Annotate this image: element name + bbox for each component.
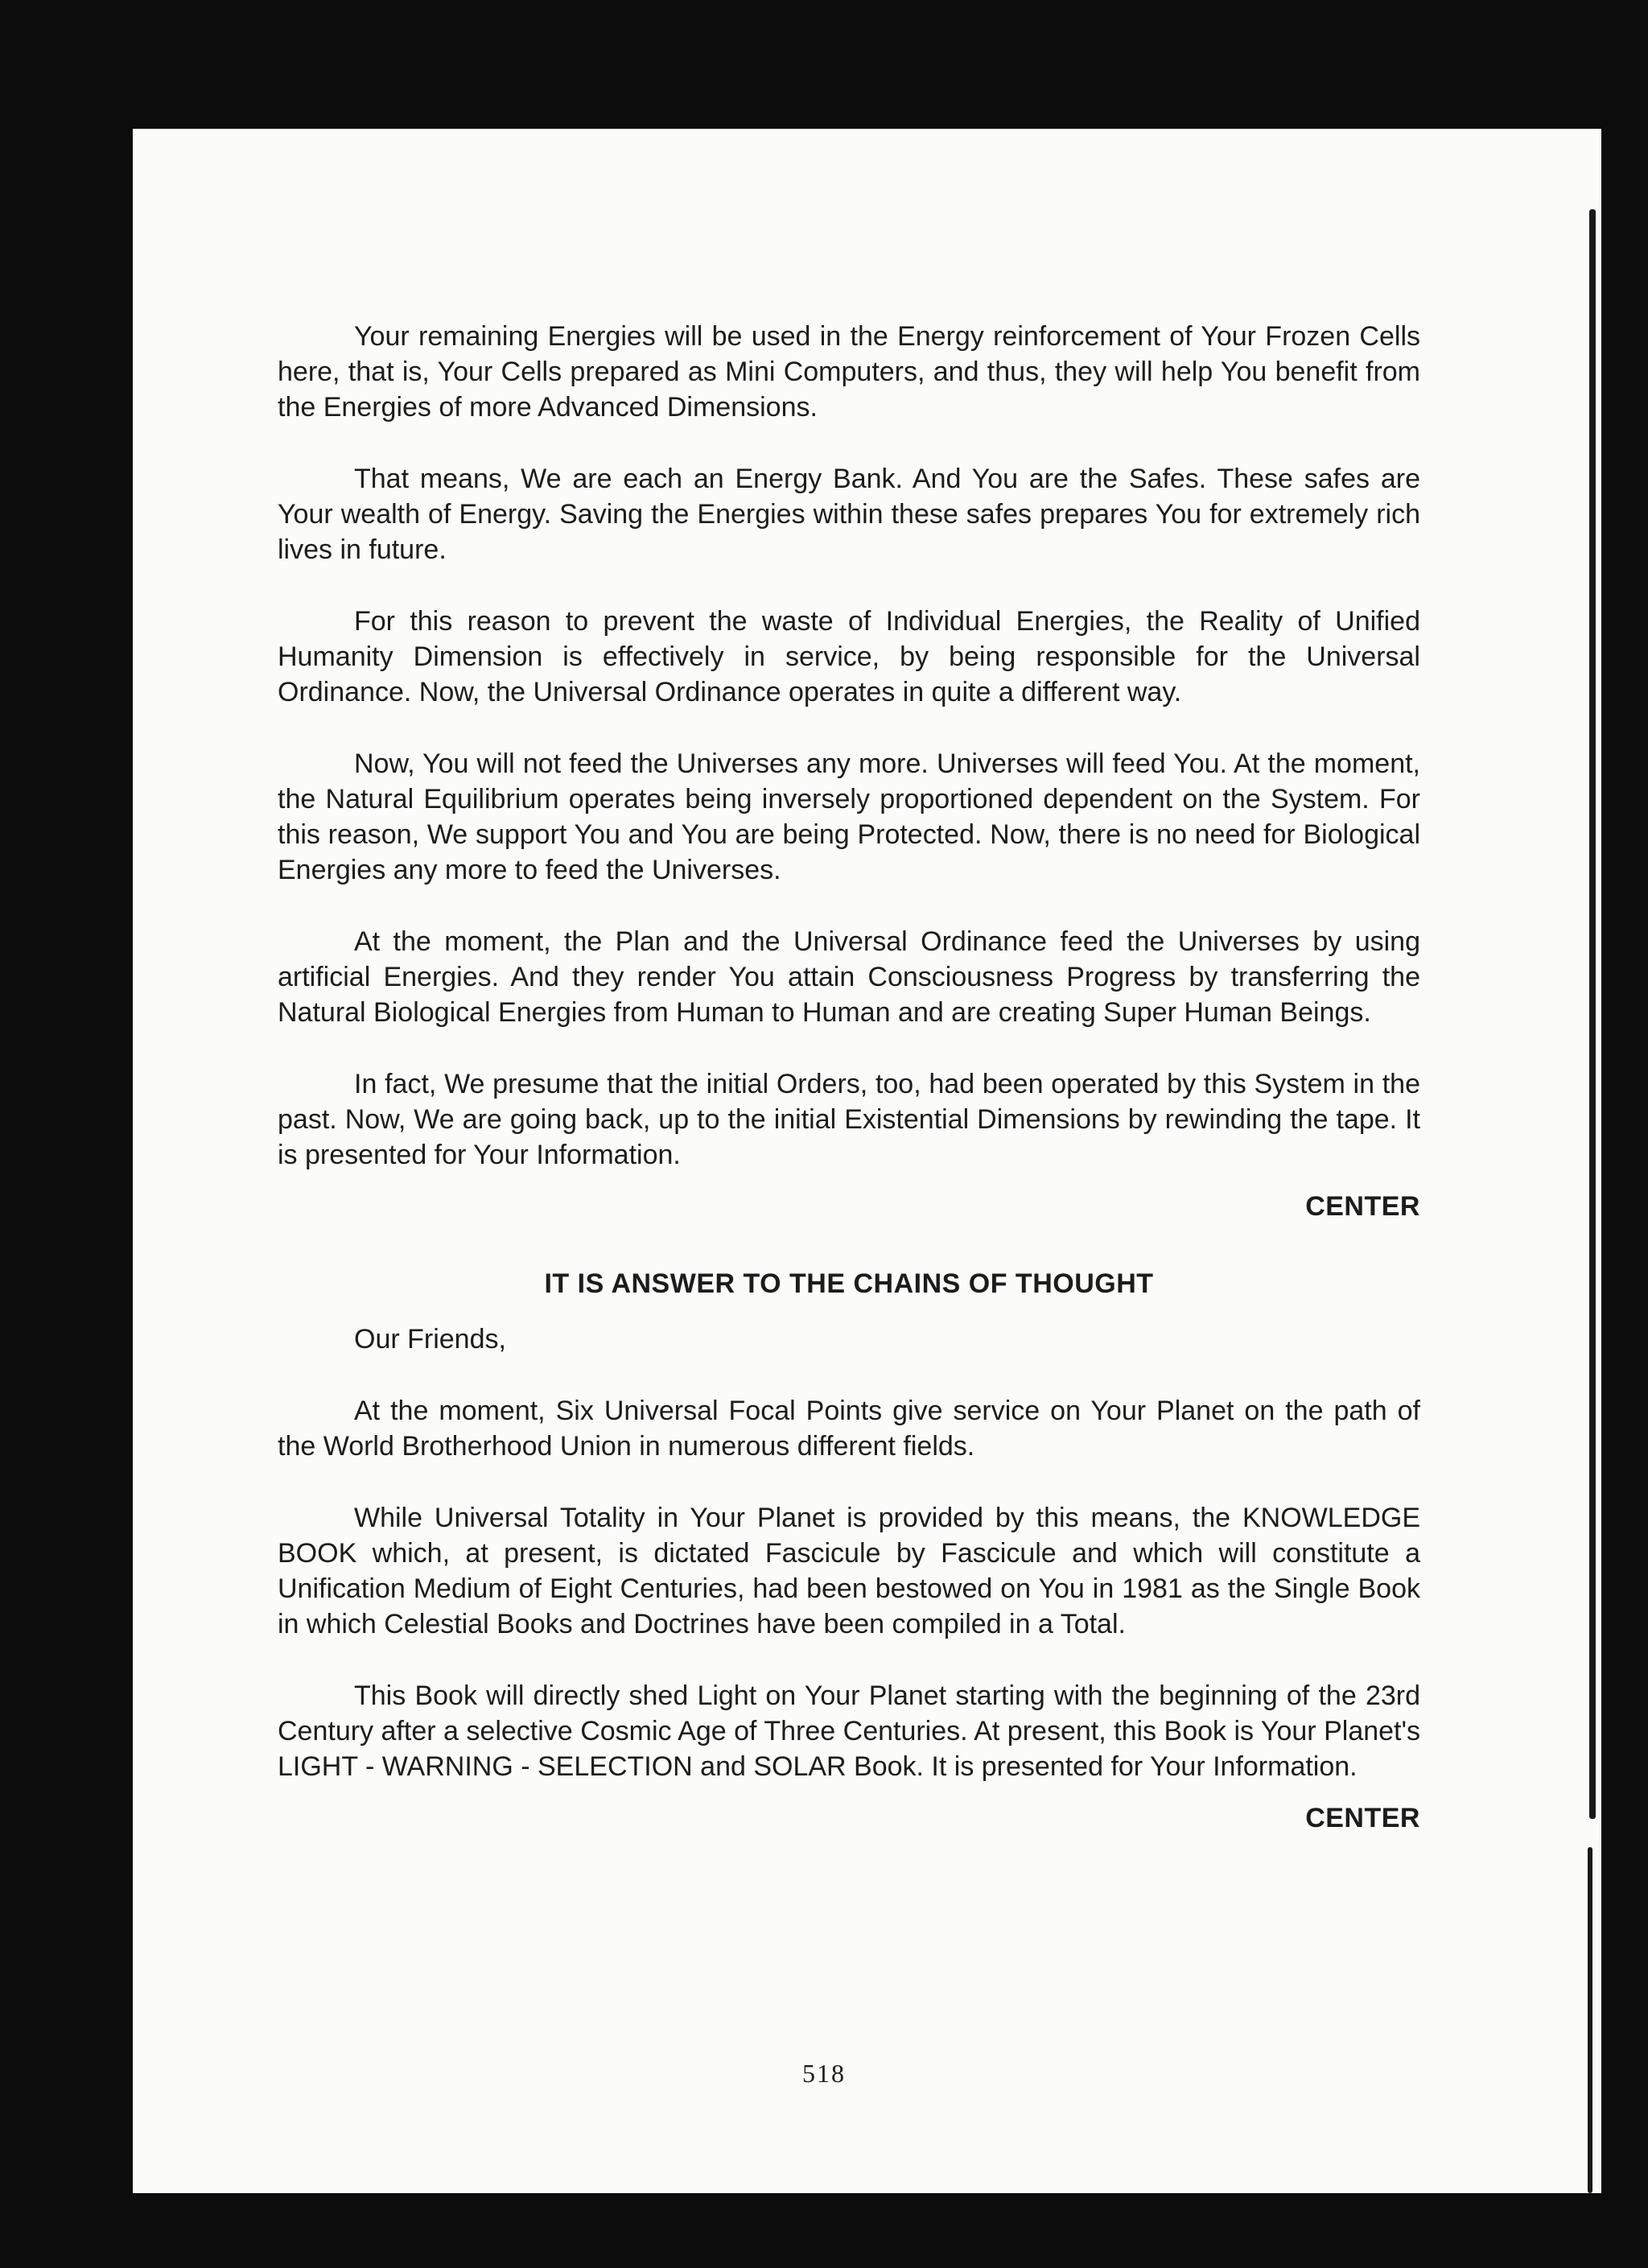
paragraph: At the moment, Six Universal Focal Points give service on Your Planet on the path of the World Brotherhood Union in numerous different fields. xyxy=(278,1396,1420,1462)
paragraph: This Book will directly shed Light on Your Planet starting with the beginning of the 23rd Century after a selective Cosmic Age of Three Centuries. At present, this Book is Your Planet's LIGHT - WARNING - SELECTION and SOLAR Book. It is presented for Your Information. xyxy=(278,1680,1420,1782)
page-edge-shadow xyxy=(1589,209,1596,1819)
page-number: 518 xyxy=(802,2059,846,2088)
paragraph: While Universal Totality in Your Planet is provided by this means, the KNOWLEDGE BOOK which, at present, is dictated Fascicule by Fascicule and which will constitute a Unification Medium of Eight Centuries, had been bestowed on You in 1981 as the Single Book in which Celestial Books and Doctrines have been compiled in a Total. xyxy=(278,1503,1420,1639)
paragraph: Your remaining Energies will be used in the Energy reinforcement of Your Frozen Cells here, that is, Your Cells prepared as Mini Computers, and thus, they will help You benefit from the Energies of more Advanced Dimensions. xyxy=(278,321,1420,423)
page-edge-shadow-lower xyxy=(1588,1847,1592,2193)
paragraph: At the moment, the Plan and the Universal Ordinance feed the Universes by using artificial Energies. And they render You attain Consciousness Progress by transferring the Natural Biological Energies from Human to Human and are creating Super Human Beings. xyxy=(278,926,1420,1028)
paragraph: For this reason to prevent the waste of Individual Energies, the Reality of Unified Humanity Dimension is effectively in service, by being responsible for the Universal Ordinance. Now, the Universal Ordinance operates in quite a different way. xyxy=(278,606,1420,707)
paragraph: In fact, We presume that the initial Orders, too, had been operated by this System in the past. Now, We are going back, up to the initial Existential Dimensions by rewinding the tape. It is presented for Your Information. xyxy=(278,1069,1420,1170)
greeting: Our Friends, xyxy=(354,1324,506,1355)
signature-center: CENTER xyxy=(1305,1803,1420,1833)
section-heading: IT IS ANSWER TO THE CHAINS OF THOUGHT xyxy=(544,1268,1154,1299)
paragraph: Now, You will not feed the Universes any more. Universes will feed You. At the moment, the Natural Equilibrium operates being inversely proportioned dependent on the System. For this reason, We support You and You are being Protected. Now, there is no need for Biological Energies any more to feed the Universes. xyxy=(278,748,1420,885)
page-content xyxy=(278,319,1420,1878)
signature-center: CENTER xyxy=(1305,1191,1420,1222)
paragraph: That means, We are each an Energy Bank. And You are the Safes. These safes are Your wealth of Energy. Saving the Energies within these safes prepares You for extremely rich lives in future. xyxy=(278,464,1420,565)
